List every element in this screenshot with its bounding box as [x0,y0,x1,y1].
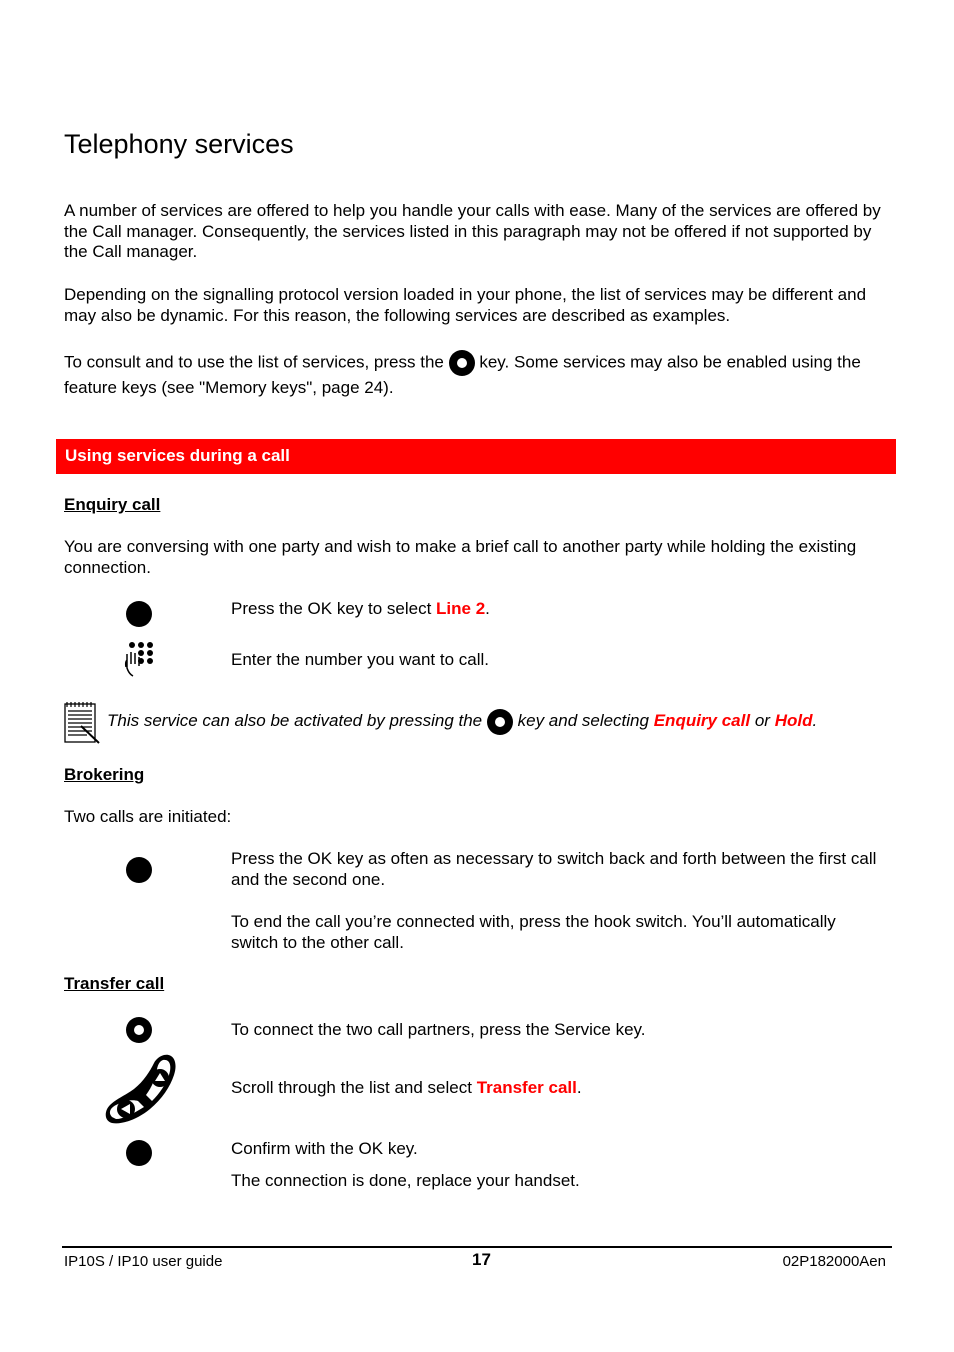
enquiry-text: You are conversing with one party and wish to make a brief call to another party while holding the existing connection. [64,537,857,577]
note-highlight-hold: Hold [774,711,813,730]
enquiry-step-1 [231,599,881,620]
page-title: Telephony services [64,129,294,159]
intro-p3-before: To consult and to use the list of services, press the [64,352,444,372]
enquiry-step-2: Enter the number you want to call. [231,650,489,669]
intro-paragraph-1: A number of services are offered to help you handle your calls with ease. Many of the services are offered by the Call manager. Consequently, the services listed in this paragraph may not be offered if not supported by the Call manager. [64,201,881,261]
note-highlight-enquiry: Enquiry call [653,711,751,730]
brokering-text: Two calls are initiated: [64,807,232,826]
ok-key-icon [126,601,152,627]
transfer-step-1: To connect the two call partners, press the Service key. [231,1020,646,1039]
transfer-step-2-text: Scroll through the list and select [231,1078,472,1097]
enquiry-note [107,708,897,735]
note-text-or: or [754,711,770,730]
transfer-heading: Transfer call [64,974,165,993]
transfer-step-2-end: . [576,1078,582,1097]
transfer-step-3: Confirm with the OK key. [231,1139,418,1158]
enquiry-step-1-text: Press the OK key to select [231,599,432,618]
enquiry-step-1-highlight: Line 2 [436,599,486,618]
brokering-step-1: Press the OK key as often as necessary to switch back and forth between the first call and the second one. [231,849,877,889]
service-key-icon [126,1017,152,1043]
notepad-icon [63,700,101,745]
section-banner-label: Using services during a call [65,446,290,465]
navigator-icon [102,1051,180,1127]
service-key-icon [449,350,475,376]
page-number: 17 [472,1250,491,1269]
footer-left: IP10S / IP10 user guide [64,1253,223,1270]
ok-key-icon [126,857,152,883]
section-banner [56,439,896,474]
intro-paragraph-2: Depending on the signalling protocol version loaded in your phone, the list of services may be different and may also be dynamic. For this reason, the following services are described as examples. [64,285,867,325]
enquiry-step-1-end: . [485,599,490,618]
intro-p3-after: key. Some services may also be enabled using the feature keys (see "Memory keys", page 24). [64,352,861,397]
footer-right: 02P182000Aen [782,1253,886,1270]
note-text-1: This service can also be activated by pressing the [107,711,483,730]
intro-paragraph-3 [64,350,894,400]
note-text-2: key and selecting [517,711,649,730]
note-end: . [812,711,818,730]
ok-key-icon [126,1140,152,1166]
transfer-step-2-highlight: Transfer call [476,1078,577,1097]
service-key-icon [487,709,513,735]
transfer-step-4: The connection is done, replace your handset. [231,1171,580,1190]
keypad-icon [122,640,156,678]
footer-divider [62,1246,892,1248]
enquiry-heading: Enquiry call [64,495,161,514]
transfer-step-2 [231,1078,881,1099]
brokering-step-2: To end the call you’re connected with, press the hook switch. You’ll automatically switch to the other call. [231,912,836,952]
brokering-heading: Brokering [64,765,145,784]
